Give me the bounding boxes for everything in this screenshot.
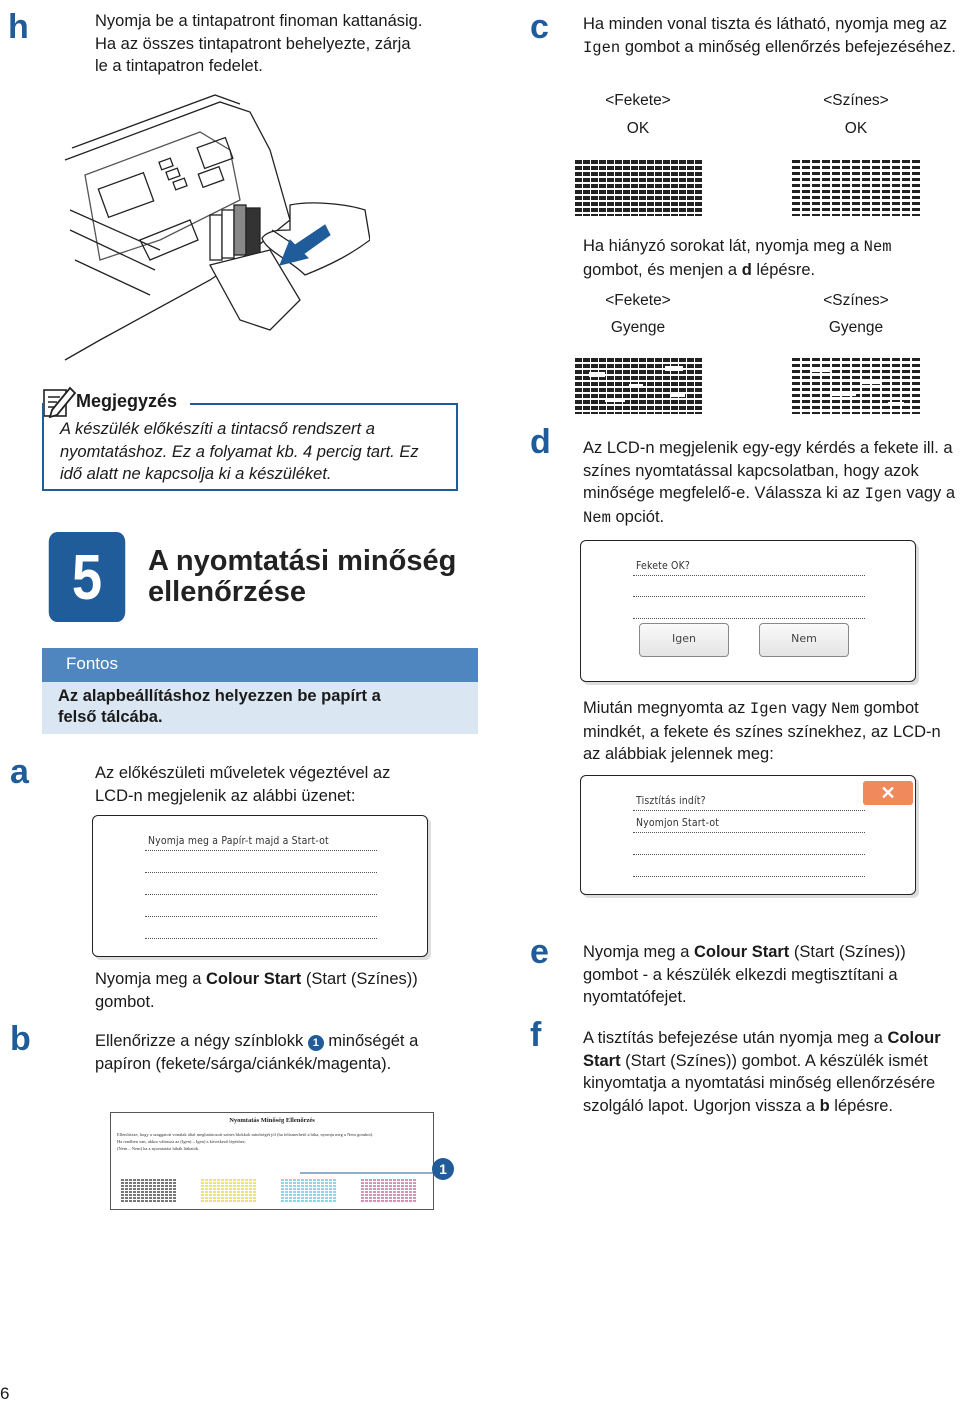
step-e-text bbox=[583, 941, 953, 1009]
step-f-prefix: A tisztítás befejezése után nyomja meg a bbox=[583, 1029, 888, 1047]
note-title: Megjegyzés bbox=[76, 391, 178, 411]
color-pattern-poor bbox=[792, 358, 920, 414]
step-c-missing-text bbox=[583, 235, 953, 281]
step-c-text bbox=[583, 13, 960, 59]
ok-color-value: OK bbox=[844, 120, 868, 137]
lcd-cleaning bbox=[580, 775, 916, 895]
step-d-after-2: vagy bbox=[791, 699, 827, 717]
section-title-line1: A nyomtatási minőség bbox=[148, 545, 457, 577]
step-b-text-1: Ellenőrizze a négy színblokk bbox=[95, 1032, 304, 1050]
step-f-suffix: (Start (Színes)) gombot. A készülék ismét kinyomtatja a nyomtatási minőség ellenőrzésére szolgáló lapot. Ugorjon vissza a bbox=[583, 1051, 936, 1115]
step-ref-d: d bbox=[741, 260, 752, 279]
sheet-text-2: Ha rendben van, akkor válassza az (Igen) – Igen) a következő lépéshez. bbox=[117, 1139, 246, 1144]
step-letter-f: f bbox=[530, 1016, 542, 1054]
step-d-text bbox=[583, 437, 960, 529]
callout-1-marker: 1 bbox=[432, 1158, 454, 1180]
poor-color-label: <Színes> bbox=[823, 292, 889, 309]
black-pattern-poor bbox=[575, 358, 703, 414]
step-d-text-1: Az LCD-n megjelenik egy-egy kérdés a fekete ill. a színes nyomtatással kapcsolatban, hogy azok minősége megfelelő-e. Válassza ki az bbox=[583, 439, 953, 502]
sheet-title: Nyomtatás Minőség Ellenőrzés bbox=[229, 1117, 315, 1124]
important-label: Fontos bbox=[66, 654, 118, 673]
lcd-dotted-line bbox=[145, 894, 377, 895]
step-f-end: lépésre. bbox=[829, 1096, 894, 1115]
step-c-text-2: gombot a minőség ellenőrzés befejezéséhez. bbox=[624, 37, 956, 56]
step-d-after bbox=[583, 697, 960, 766]
lcd-dotted-line bbox=[633, 854, 865, 855]
igen-option: Igen bbox=[864, 485, 902, 503]
lcd-dotted-line bbox=[145, 872, 377, 873]
black-pattern-ok bbox=[575, 160, 703, 216]
step-a-after-suffix: (Start (Színes)) gombot. bbox=[95, 970, 418, 1011]
lcd-dotted-line bbox=[633, 876, 865, 877]
section-title-line2: ellenőrzése bbox=[148, 576, 306, 608]
close-x-icon[interactable]: ✕ bbox=[863, 781, 913, 805]
nem-option: Nem bbox=[583, 508, 611, 527]
lcd-dotted-line bbox=[145, 916, 377, 917]
lcd-dotted-line bbox=[145, 850, 377, 851]
lcd-cleaning-line2: Nyomjon Start-ot bbox=[636, 816, 720, 829]
lcd-paper-start-text: Nyomja meg a Papír-t majd a Start-ot bbox=[148, 834, 329, 847]
section-number-badge: 5 bbox=[49, 532, 126, 622]
step-e-suffix: (Start (Színes)) gombot - a készülék elkezdi megtisztítani a nyomtatófejet. bbox=[583, 943, 906, 1006]
igen-option: Igen bbox=[583, 38, 621, 57]
poor-black-value: Gyenge bbox=[610, 319, 666, 336]
step-letter-a: a bbox=[10, 753, 29, 791]
step-b-text-2: minőségét a papíron (fekete/sárga/ciánkék/magenta). bbox=[95, 1032, 419, 1073]
section-title bbox=[148, 546, 456, 608]
note-text: A készülék előkészíti a tintacső rendszert a nyomtatáshoz. Ez a folyamat kb. 4 percig tart. Ez idő alatt ne kapcsolja ki a készüléket. bbox=[60, 420, 419, 483]
lcd-yes-button[interactable]: Igen bbox=[639, 623, 729, 657]
printer-illustration bbox=[40, 90, 370, 365]
step-f-text bbox=[583, 1027, 953, 1117]
igen-option: Igen bbox=[749, 700, 788, 718]
step-ref-b: b bbox=[819, 1096, 830, 1115]
callout-leader bbox=[300, 1168, 434, 1178]
colour-start-key: Colour Start bbox=[693, 943, 790, 961]
lcd-cleaning-line1: Tisztítás indít? bbox=[636, 794, 706, 807]
step-h-text: Nyomja be a tintapatront finoman kattanásig. Ha az összes tintapatront behelyezte, zárja le a tintapatron fedelet. bbox=[95, 12, 423, 75]
lcd-dotted-line bbox=[633, 618, 865, 619]
important-box bbox=[42, 648, 478, 734]
lcd-dotted-line bbox=[633, 596, 865, 597]
poor-color-value: Gyenge bbox=[828, 319, 884, 336]
lcd-dotted-line bbox=[145, 938, 377, 939]
lcd-dotted-line bbox=[633, 832, 865, 833]
step-c-text-1: Ha minden vonal tiszta és látható, nyomja meg az bbox=[583, 15, 948, 33]
colour-start-key: Colour Start bbox=[583, 1029, 941, 1070]
sheet-text bbox=[117, 1131, 397, 1152]
step-d-text-2: vagy a bbox=[906, 484, 956, 502]
lcd-black-ok bbox=[580, 540, 916, 682]
step-a-after-prefix: Nyomja meg a bbox=[95, 970, 206, 988]
ok-black-label: <Fekete> bbox=[605, 92, 671, 109]
step-letter-h: h bbox=[8, 8, 29, 46]
lcd-dotted-line bbox=[633, 810, 865, 811]
sheet-text-1: Ellenőrizze, hogy a szaggatott vonalak által meghatározott színes blokkok minőségét jól (ha felismerhető a hiba, nyomja meg a Nem gombot). bbox=[117, 1132, 374, 1137]
step-letter-b: b bbox=[10, 1020, 31, 1058]
step-b-text bbox=[95, 1030, 465, 1075]
lcd-question: Fekete OK? bbox=[636, 559, 691, 572]
page-number: 6 bbox=[0, 1384, 10, 1403]
lcd-no-button[interactable]: Nem bbox=[759, 623, 849, 657]
missing-text-2: gombot, és menjen a bbox=[583, 260, 738, 279]
missing-text-3: lépésre. bbox=[756, 260, 816, 279]
lcd-dotted-line bbox=[633, 575, 865, 576]
quality-check-sheet bbox=[110, 1112, 434, 1210]
step-letter-d: d bbox=[530, 423, 551, 461]
missing-text-1: Ha hiányzó sorokat lát, nyomja meg a bbox=[583, 237, 860, 255]
important-text: Az alapbeállításhoz helyezzen be papírt a felső tálcába. bbox=[58, 687, 381, 726]
nem-option: Nem bbox=[863, 238, 892, 256]
step-e-prefix: Nyomja meg a bbox=[583, 943, 694, 961]
poor-black-label: <Fekete> bbox=[605, 292, 671, 309]
callout-1-icon: 1 bbox=[308, 1035, 324, 1051]
lcd-paper-start bbox=[92, 815, 428, 957]
step-a-after bbox=[95, 968, 465, 1013]
step-d-after-1: Miután megnyomta az bbox=[583, 699, 746, 717]
sheet-text-3: (Nem – Nem) ha a nyomtatási hibák láthatók. bbox=[117, 1146, 200, 1151]
step-a-text: Az előkészületi műveletek végeztével az LCD-n megjelenik az alábbi üzenet: bbox=[95, 764, 391, 805]
nem-option: Nem bbox=[831, 700, 860, 718]
step-letter-c: c bbox=[530, 8, 549, 46]
ok-color-label: <Színes> bbox=[823, 92, 889, 109]
step-d-after-3: gombot mindkét, a fekete és színes színekhez, az LCD-n az alábbiak jelennek meg: bbox=[583, 699, 941, 763]
step-d-text-3: opciót. bbox=[615, 507, 665, 526]
step-letter-e: e bbox=[530, 933, 549, 971]
colour-start-key: Colour Start bbox=[205, 970, 302, 988]
color-pattern-ok bbox=[792, 160, 920, 216]
ok-black-value: OK bbox=[626, 120, 650, 137]
